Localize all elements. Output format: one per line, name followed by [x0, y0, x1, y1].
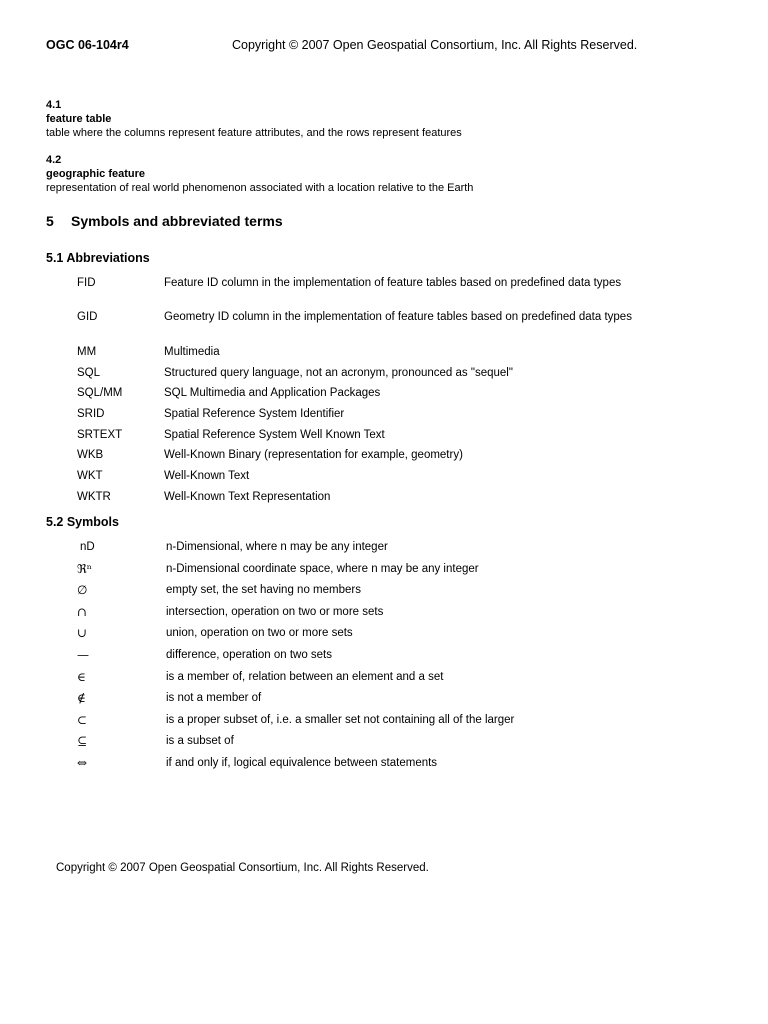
list-item: [77, 366, 677, 387]
term-definition: representation of real world phenomenon associated with a location relative to the Earth: [46, 182, 474, 194]
element-of-symbol: ∈: [77, 669, 86, 684]
abbreviations-heading: 5.1 Abbreviations: [46, 251, 150, 265]
symbol-desc: empty set, the set having no members: [166, 584, 361, 597]
list-item: [77, 691, 677, 713]
symbol-desc: n-Dimensional, where n may be any integer: [166, 541, 388, 553]
list-item: [77, 756, 677, 778]
abbreviation-code: SQL/MM: [77, 387, 123, 400]
abbreviation-desc: Well-Known Text: [164, 470, 250, 483]
term-definition: table where the columns represent feature attributes, and the rows represent features: [46, 127, 462, 139]
abbreviation-desc: SQL Multimedia and Application Packages: [164, 387, 381, 400]
list-item: [77, 605, 677, 627]
list-item: [77, 490, 677, 511]
symbol-desc: union, operation on two or more sets: [166, 627, 353, 640]
list-item: [77, 345, 677, 366]
union-symbol: ∪: [77, 626, 88, 641]
list-item: [77, 562, 677, 584]
list-item: [77, 583, 677, 605]
list-item: [77, 428, 677, 449]
section-number: 5: [46, 213, 54, 229]
document-id: OGC 06-104r4: [46, 38, 129, 52]
abbreviation-desc: Geometry ID column in the implementation of feature tables based on predefined data types: [164, 311, 632, 323]
symbol-desc: is a subset of: [166, 735, 234, 748]
list-item: [77, 670, 677, 692]
page-footer: Copyright © 2007 Open Geospatial Consortium, Inc. All Rights Reserved.: [56, 862, 429, 874]
abbreviation-code: WKB: [77, 449, 104, 462]
abbreviation-desc: Feature ID column in the implementation of feature tables based on predefined data types: [164, 277, 622, 289]
abbreviation-code: WKTR: [77, 490, 111, 503]
abbreviation-desc: Structured query language, not an acronym, pronounced as "sequel": [164, 366, 513, 379]
term-4-1: [46, 98, 462, 140]
section-5-title: [46, 213, 283, 229]
abbreviation-desc: Spatial Reference System Identifier: [164, 408, 345, 421]
list-item: [77, 469, 677, 490]
abbreviation-desc: Well-Known Binary (representation for example, geometry): [164, 449, 463, 462]
section-title-text: Symbols and abbreviated terms: [71, 213, 283, 229]
equivalence-symbol: ⇔: [77, 755, 88, 770]
empty-set-symbol: ∅: [77, 583, 88, 598]
list-item: [77, 448, 677, 469]
list-item: [77, 310, 677, 345]
subset-symbol: ⊆: [77, 734, 88, 749]
term-name: feature table: [46, 113, 112, 125]
list-item: [77, 648, 677, 670]
list-item: [77, 734, 677, 756]
list-item: [77, 713, 677, 735]
term-number: 4.2: [46, 154, 62, 166]
abbreviation-desc: Spatial Reference System Well Known Text: [164, 428, 385, 441]
abbreviation-code: FID: [77, 277, 96, 289]
abbreviation-code: SRTEXT: [77, 428, 123, 441]
symbol-desc: is a member of, relation between an element and a set: [166, 670, 444, 683]
term-number: 4.1: [46, 99, 62, 111]
abbreviation-desc: Multimedia: [164, 346, 220, 358]
list-item: [77, 540, 677, 562]
not-element-of-symbol: ∉: [77, 691, 86, 706]
symbol-desc: is not a member of: [166, 692, 262, 705]
list-item: [77, 626, 677, 648]
abbreviation-code: WKT: [77, 470, 103, 483]
symbol-nd: nD: [80, 541, 95, 553]
term-name: geographic feature: [46, 168, 146, 180]
list-item: [77, 407, 677, 428]
list-item: [77, 386, 677, 407]
abbreviations-list: [77, 276, 677, 511]
symbols-list: [77, 540, 677, 778]
term-4-2: [46, 153, 473, 195]
real-coordinate-space-symbol: ℜⁿ: [77, 561, 92, 576]
abbreviation-desc: Well-Known Text Representation: [164, 490, 331, 503]
abbreviation-code: GID: [77, 311, 98, 323]
symbol-desc: intersection, operation on two or more sets: [166, 605, 384, 618]
symbol-desc: is a proper subset of, i.e. a smaller set not containing all of the larger: [166, 713, 515, 726]
abbreviation-code: MM: [77, 346, 97, 358]
header-copyright: Copyright © 2007 Open Geospatial Consortium, Inc. All Rights Reserved.: [232, 38, 638, 52]
symbol-desc: difference, operation on two sets: [166, 648, 333, 661]
proper-subset-symbol: ⊂: [77, 712, 88, 727]
difference-symbol: —: [77, 647, 89, 662]
intersection-symbol: ∩: [77, 604, 88, 619]
page-header: [46, 38, 686, 56]
abbreviation-code: SQL: [77, 366, 101, 379]
symbol-desc: n-Dimensional coordinate space, where n may be any integer: [166, 562, 479, 575]
list-item: [77, 276, 677, 310]
symbol-desc: if and only if, logical equivalence between statements: [166, 756, 438, 769]
symbols-heading: 5.2 Symbols: [46, 515, 119, 529]
abbreviation-code: SRID: [77, 408, 105, 421]
